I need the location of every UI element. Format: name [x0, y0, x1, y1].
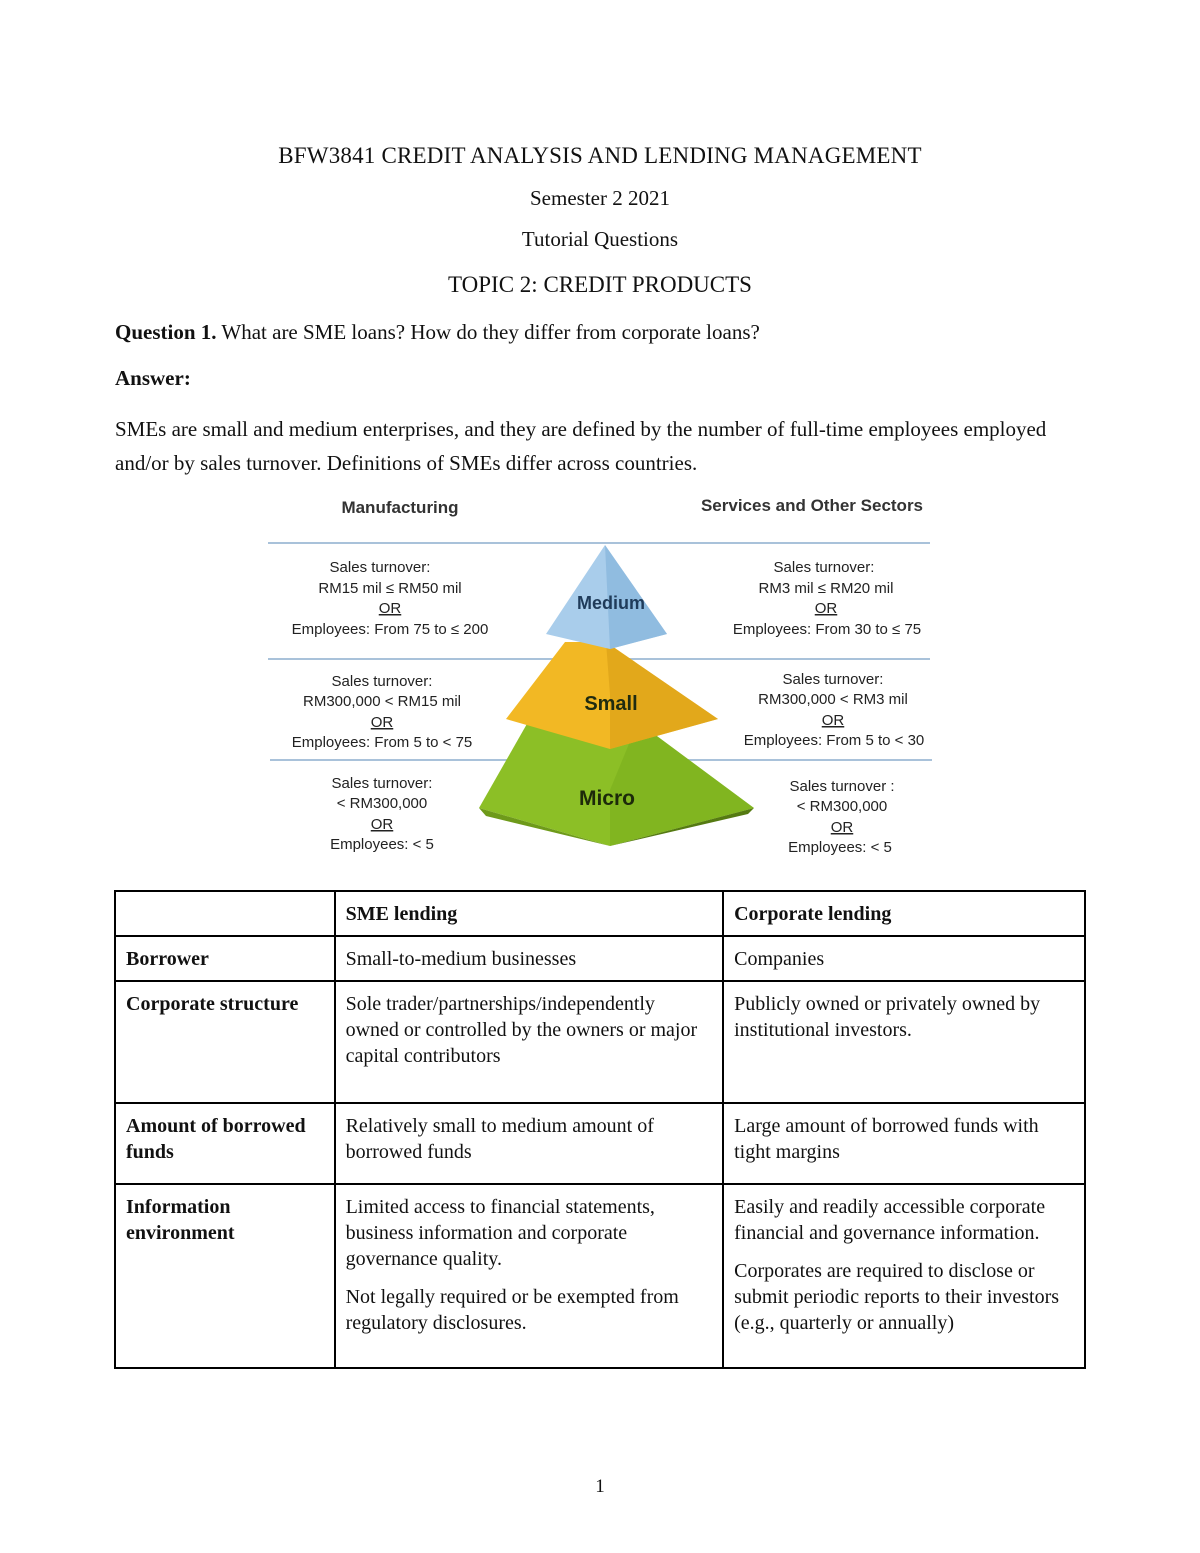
- svg-text:Sales turnover:: Sales turnover:: [331, 673, 433, 690]
- cell-sme: Limited access to financial statements, business information and corporate governance quality. Not legally required or be exempted from regulatory disclosures.: [335, 1184, 724, 1368]
- question-label: Question 1.: [115, 320, 217, 344]
- table-row: [115, 936, 1085, 981]
- services-heading: Services and Other Sectors: [700, 496, 924, 515]
- row-label-borrower: Borrower: [115, 936, 335, 981]
- svg-text:< RM300,000: < RM300,000: [336, 795, 428, 812]
- cell-corporate: Publicly owned or privately owned by institutional investors.: [723, 981, 1085, 1103]
- svg-text:OR: OR: [830, 819, 854, 836]
- row-label-corporate-structure: Corporate structure: [115, 981, 335, 1103]
- table-header-row: [115, 891, 1085, 936]
- table-header-sme-lending: SME lending: [335, 891, 724, 936]
- level-micro-label: Micro: [578, 787, 636, 810]
- sme-vs-corporate-table: [114, 890, 1086, 1369]
- table-header-corporate-lending: Corporate lending: [723, 891, 1085, 936]
- svg-text:OR: OR: [814, 600, 838, 617]
- cell-sme: Relatively small to medium amount of borrowed funds: [335, 1103, 724, 1184]
- manufacturing-heading: Manufacturing: [341, 498, 459, 517]
- svg-text:RM3 mil ≤ RM20 mil: RM3 mil ≤ RM20 mil: [758, 580, 894, 597]
- svg-text:Employees: From 5 to < 30: Employees: From 5 to < 30: [743, 732, 925, 749]
- row-label-amount-of-borrowed-funds: Amount of borrowed funds: [115, 1103, 335, 1184]
- level-medium-label: Medium: [576, 593, 646, 613]
- cell-corporate: Companies: [723, 936, 1085, 981]
- table-row: [115, 981, 1085, 1103]
- svg-text:OR: OR: [821, 712, 845, 729]
- svg-text:Sales turnover:: Sales turnover:: [331, 775, 433, 792]
- svg-text:Employees: From 75 to ≤ 200: Employees: From 75 to ≤ 200: [291, 621, 489, 638]
- svg-text:OR: OR: [370, 714, 394, 731]
- cell-sme: Sole trader/partnerships/independently owned or controlled by the owners or major capital contributors: [335, 981, 724, 1103]
- cell-sme: Small-to-medium businesses: [335, 936, 724, 981]
- manufacturing-small-criteria: [292, 673, 473, 751]
- svg-text:RM300,000 < RM15 mil: RM300,000 < RM15 mil: [303, 693, 461, 710]
- level-small-label: Small: [584, 693, 638, 715]
- svg-text:Sales turnover:: Sales turnover:: [782, 671, 884, 688]
- svg-text:Sales turnover :: Sales turnover :: [789, 778, 895, 795]
- svg-text:Employees: < 5: Employees: < 5: [788, 839, 892, 856]
- answer-label: Answer:: [115, 366, 191, 390]
- table-row: [115, 1103, 1085, 1184]
- svg-text:< RM300,000: < RM300,000: [796, 798, 888, 815]
- services-micro-criteria: [788, 778, 894, 856]
- svg-text:OR: OR: [378, 600, 402, 617]
- svg-text:Sales turnover:: Sales turnover:: [773, 559, 875, 576]
- cell-corporate: Large amount of borrowed funds with tight margins: [723, 1103, 1085, 1184]
- svg-text:OR: OR: [370, 816, 394, 833]
- question-text: What are SME loans? How do they differ from corporate loans?: [221, 320, 760, 344]
- svg-text:Sales turnover:: Sales turnover:: [329, 559, 431, 576]
- manufacturing-medium-criteria: [292, 559, 489, 638]
- svg-text:RM300,000 < RM3 mil: RM300,000 < RM3 mil: [758, 691, 908, 708]
- row-label-information-environment: Information environment: [115, 1184, 335, 1368]
- answer-paragraph: SMEs are small and medium enterprises, and they are defined by the number of full-time employees employed and/or by sales turnover. Definitions of SMEs differ across countries.: [115, 417, 1047, 475]
- table-header-cell-empty: [115, 891, 335, 936]
- svg-text:Employees: < 5: Employees: < 5: [330, 836, 434, 853]
- manufacturing-micro-criteria: [330, 775, 434, 853]
- page-number: 1: [595, 1476, 605, 1497]
- table-row: [115, 1184, 1085, 1368]
- sme-definition-pyramid-figure: [260, 490, 950, 860]
- question-1: [115, 320, 760, 345]
- svg-text:RM15 mil ≤ RM50 mil: RM15 mil ≤ RM50 mil: [318, 580, 462, 597]
- cell-corporate: Easily and readily accessible corporate financial and governance information. Corporates are required to disclose or submit periodic reports to their investors (e.g., quarterly or annually): [723, 1184, 1085, 1368]
- services-medium-criteria: [733, 559, 921, 638]
- services-small-criteria: [744, 671, 925, 749]
- semester-label: Semester 2 2021: [530, 186, 670, 210]
- document-title: BFW3841 CREDIT ANALYSIS AND LENDING MANAGEMENT: [278, 143, 922, 168]
- svg-text:Employees: From 30 to ≤ 75: Employees: From 30 to ≤ 75: [732, 621, 922, 638]
- document-subtitle: Tutorial Questions: [521, 227, 679, 251]
- topic-heading: TOPIC 2: CREDIT PRODUCTS: [448, 272, 752, 297]
- svg-text:Employees: From 5 to < 75: Employees: From 5 to < 75: [291, 734, 473, 751]
